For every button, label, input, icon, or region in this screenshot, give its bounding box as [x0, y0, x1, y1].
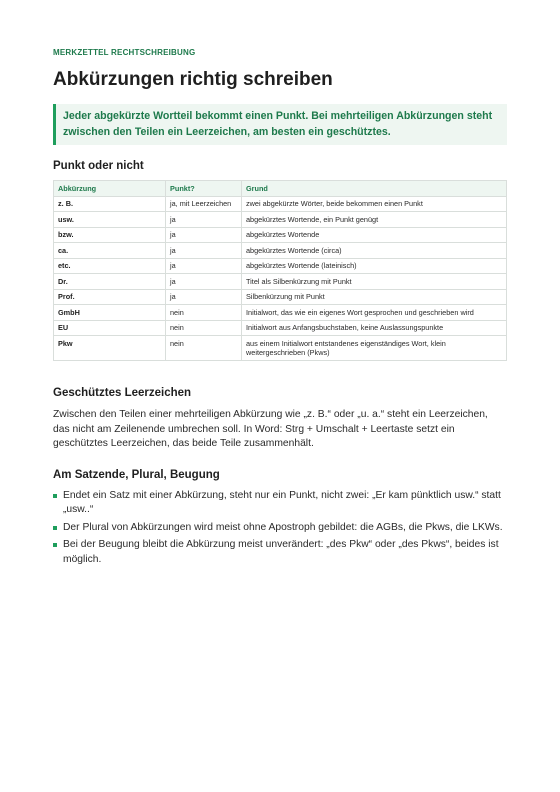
cell-punkt: ja — [166, 243, 242, 259]
table-row — [54, 212, 507, 228]
table-row — [54, 258, 507, 274]
table-row — [54, 243, 507, 259]
bullet-marker-icon — [53, 494, 57, 498]
cell-abbreviation: GmbH — [54, 305, 166, 321]
cell-grund: Initialwort aus Anfangsbuchstaben, keine Auslassungspunkte — [242, 320, 507, 336]
table-row — [54, 274, 507, 290]
cell-grund: abgekürztes Wortende — [242, 227, 507, 243]
list-item — [53, 538, 507, 567]
column-header-grund: Grund — [242, 181, 507, 197]
cell-abbreviation: Prof. — [54, 289, 166, 305]
cell-grund: Initialwort, das wie ein eigenes Wort gesprochen und geschrieben wird — [242, 305, 507, 321]
table-row — [54, 196, 507, 212]
cell-punkt: ja, mit Leerzeichen — [166, 196, 242, 212]
cell-abbreviation: z. B. — [54, 196, 166, 212]
bullet-marker-icon — [53, 526, 57, 530]
rule-callout: Jeder abgekürzte Wortteil bekommt einen Punkt. Bei mehrteiligen Abkürzungen steht zwischen den Teilen ein Leerzeichen, am besten ein geschütztes. — [53, 104, 507, 145]
section-heading-satzende: Am Satzende, Plural, Beugung — [53, 468, 220, 481]
leerzeichen-paragraph: Zwischen den Teilen einer mehrteiligen Abkürzung wie „z. B.“ oder „u. a.“ steht ein Leerzeichen, das nicht am Zeilenende umbrechen soll. In Word: Strg + Umschalt + Leertaste setzt ein geschütztes Leerzeichen, das beide Teile zusammenhält. — [53, 409, 488, 449]
cell-grund: abgekürztes Wortende (circa) — [242, 243, 507, 259]
cell-abbreviation: Dr. — [54, 274, 166, 290]
list-item-text: Endet ein Satz mit einer Abkürzung, steht nur ein Punkt, nicht zwei: „Er kam pünktlich usw.“ statt „usw..“ — [63, 489, 501, 515]
abbreviation-table — [53, 180, 507, 361]
column-header-punkt: Punkt? — [166, 181, 242, 197]
bullet-marker-icon — [53, 543, 57, 547]
rules-list — [53, 489, 507, 568]
cell-grund: abgekürztes Wortende, ein Punkt genügt — [242, 212, 507, 228]
cell-punkt: ja — [166, 227, 242, 243]
cell-punkt: nein — [166, 305, 242, 321]
list-item-text: Bei der Beugung bleibt die Abkürzung meist unverändert: „des Pkw“ oder „des Pkws“, beides ist möglich. — [63, 539, 499, 565]
list-item-text: Der Plural von Abkürzungen wird meist ohne Apostroph gebildet: die AGBs, die Pkws, die LKWs. — [63, 521, 503, 533]
cell-grund: Silbenkürzung mit Punkt — [242, 289, 507, 305]
cell-grund: abgekürztes Wortende (lateinisch) — [242, 258, 507, 274]
cell-punkt: nein — [166, 320, 242, 336]
cell-punkt: ja — [166, 274, 242, 290]
cell-grund: Titel als Silbenkürzung mit Punkt — [242, 274, 507, 290]
cell-abbreviation: bzw. — [54, 227, 166, 243]
cell-grund: aus einem Initialwort entstandenes eigenständiges Wort, klein weitergeschrieben (Pkws) — [242, 336, 507, 361]
cell-punkt: ja — [166, 258, 242, 274]
document-kicker: MERKZETTEL RECHTSCHREIBUNG — [53, 48, 196, 57]
section-heading-leerzeichen: Geschütztes Leerzeichen — [53, 387, 192, 399]
cell-abbreviation: EU — [54, 320, 166, 336]
page-title: Abkürzungen richtig schreiben — [53, 69, 333, 90]
table-row — [54, 336, 507, 361]
table-row — [54, 289, 507, 305]
cell-abbreviation: ca. — [54, 243, 166, 259]
list-item — [53, 489, 507, 518]
column-header-abkuerzung: Abkürzung — [54, 181, 166, 197]
cell-grund: zwei abgekürzte Wörter, beide bekommen einen Punkt — [242, 196, 507, 212]
cell-punkt: nein — [166, 336, 242, 361]
cell-punkt: ja — [166, 289, 242, 305]
table-row — [54, 320, 507, 336]
cell-abbreviation: Pkw — [54, 336, 166, 361]
section-heading-punkt: Punkt oder nicht — [53, 160, 144, 172]
table-row — [54, 227, 507, 243]
cell-abbreviation: etc. — [54, 258, 166, 274]
cell-punkt: ja — [166, 212, 242, 228]
table-header-row — [54, 181, 507, 197]
list-item — [53, 521, 507, 536]
table-row — [54, 305, 507, 321]
cell-abbreviation: usw. — [54, 212, 166, 228]
